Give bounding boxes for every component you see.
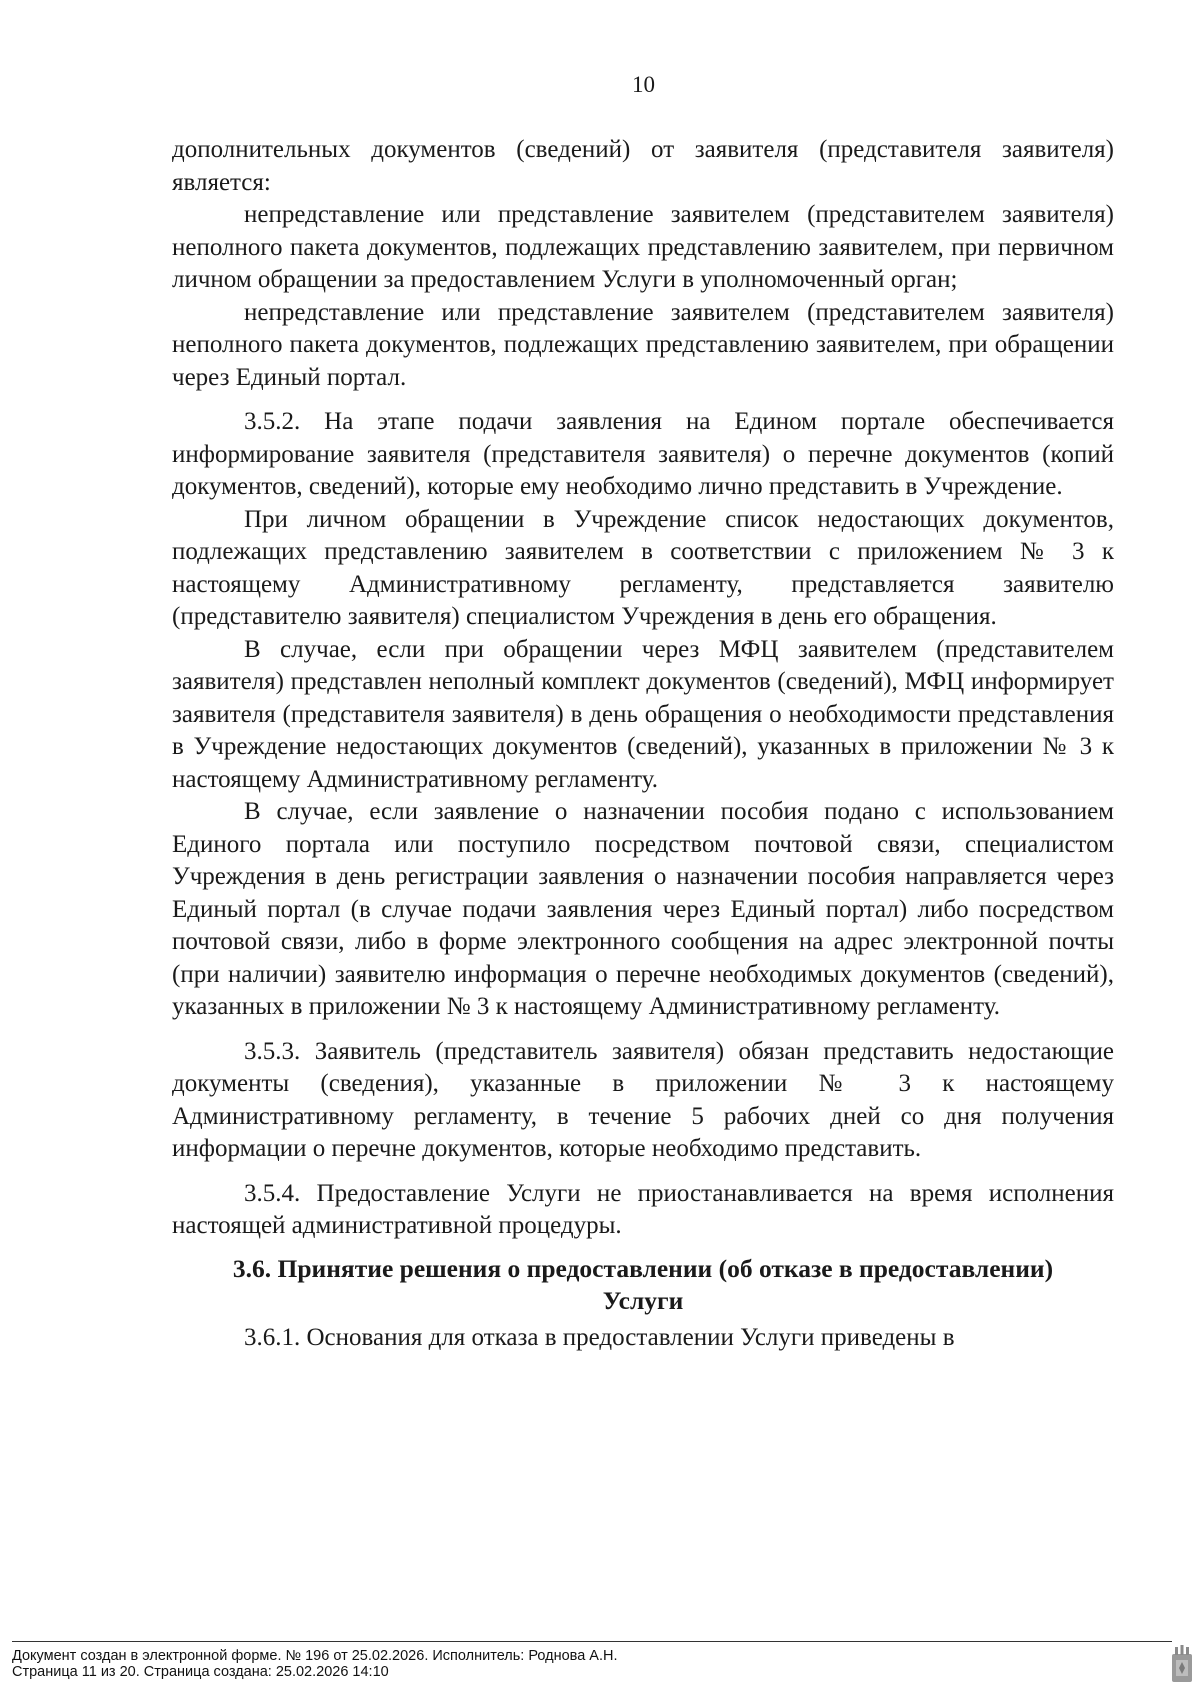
- paragraph-3-5-4: 3.5.4. Предоставление Услуги не приостанавливается на время исполнения настоящей административной процедуры.: [172, 1179, 1114, 1239]
- paragraph-item-portal: непредставление или представление заявителем (представителем заявителя) неполного пакета документов, подлежащих представлению заявителем, при обращении через Единый портал.: [172, 298, 1114, 391]
- section-heading-3-6: [172, 1253, 1114, 1318]
- document-footer: [12, 1648, 618, 1680]
- section-heading-line2: Услуги: [602, 1286, 684, 1315]
- footer-line-page-info: Страница 11 из 20. Страница создана: 25.02.2026 14:10: [12, 1664, 389, 1680]
- footer-line-document-info: Документ создан в электронной форме. № 196 от 25.02.2026. Исполнитель: Роднова А.Н.: [12, 1648, 618, 1664]
- section-heading-line1: 3.6. Принятие решения о предоставлении (об отказе в предоставлении): [232, 1253, 1054, 1283]
- paragraph-item-in-person: непредставление или представление заявителем (представителем заявителя) неполного пакета документов, подлежащих представлению заявителем, при первичном личном обращении за предоставлением Услуги в уполномоченный орган;: [172, 201, 1114, 293]
- paragraph-3-5-2: 3.5.2. На этапе подачи заявления на Едином портале обеспечивается информирование заявителя (представителя заявителя) о перечне документов (копий документов, сведений), которые ему необходимо лично представить в Учреждение.: [172, 408, 1114, 500]
- footer-divider: [12, 1641, 1172, 1642]
- paragraph-mfc: В случае, если при обращении через МФЦ заявителем (представителем заявителя) представлен неполный комплект документов (сведений), МФЦ информирует заявителя (представителя заявителя) в день обращения о необходимости представления в Учреждение недостающих документов (сведений), указанных в приложении № 3 к настоящему Административному регламенту.: [172, 635, 1114, 793]
- document-body: [172, 134, 1114, 1354]
- paragraph-personal-visit: При личном обращении в Учреждение список недостающих документов, подлежащих представлению заявителем в соответствии с приложением № 3 к настоящему Административному регламенту, представляется заявителю (представителю заявителя) специалистом Учреждения в день его обращения.: [172, 505, 1114, 630]
- page-number: 10: [632, 72, 655, 97]
- paragraph-3-6-1: 3.6.1. Основания для отказа в предоставлении Услуги приведены в: [244, 1323, 955, 1351]
- paragraph-continuation: дополнительных документов (сведений) от заявителя (представителя заявителя) является:: [172, 136, 1114, 196]
- paragraph-portal-or-mail: В случае, если заявление о назначении пособия подано с использованием Единого портала или поступило посредством почтовой связи, специалистом Учреждения в день регистрации заявления о назначении пособия направляется через Единый портал (в случае подачи заявления через Единый портал) либо посредством почтовой связи, либо в форме электронного сообщения на адрес электронной почты (при наличии) заявителю информация о перечне необходимых документов (сведений), указанных в приложении № 3 к настоящему Административному регламенту.: [172, 798, 1114, 1020]
- coat-of-arms-icon: [1170, 1644, 1194, 1684]
- paragraph-3-5-3: 3.5.3. Заявитель (представитель заявителя) обязан представить недостающие документы (сведения), указанные в приложении № 3 к настоящему Административному регламенту, в течение 5 рабочих дней со дня получения информации о перечне документов, которые необходимо представить.: [172, 1037, 1114, 1162]
